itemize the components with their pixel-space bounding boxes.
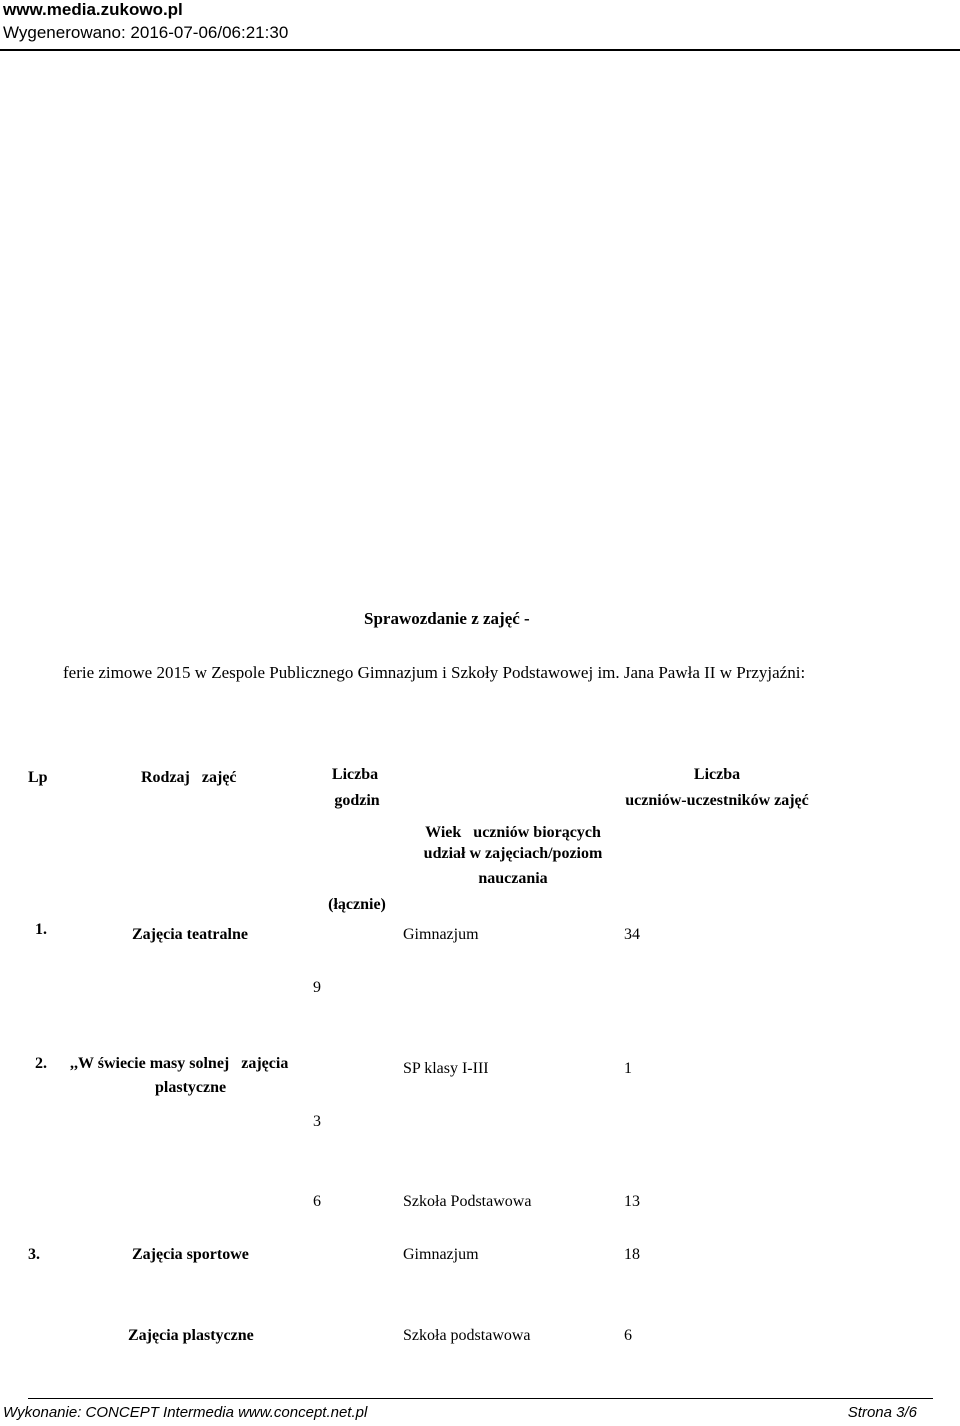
- footer-credit: Wykonanie: CONCEPT Intermedia www.concept.net.pl: [3, 1404, 368, 1421]
- row2b-uczniow: 13: [624, 1193, 640, 1210]
- document-title: Sprawozdanie z zajęć -: [364, 609, 530, 628]
- row2-uczniow: 1: [624, 1060, 632, 1077]
- header-liczba-uczniow-2: uczniów-uczestników zajęć: [625, 792, 809, 809]
- row2-lp: 2.: [35, 1055, 47, 1072]
- row1-poziom: Gimnazjum: [403, 926, 479, 943]
- row2-rodzaj-line1: ,,W świecie masy solnej zajęcia: [70, 1055, 289, 1072]
- header-wiek-3: nauczania: [478, 870, 548, 887]
- footer-divider: [28, 1398, 933, 1399]
- header-rodzaj: Rodzaj zajęć: [141, 769, 237, 786]
- header-lp: Lp: [28, 769, 48, 786]
- header-liczba-uczniow-1: Liczba: [693, 766, 741, 783]
- row2-poziom: SP klasy I-III: [403, 1060, 489, 1077]
- row1-uczniow: 34: [624, 926, 640, 943]
- row1-rodzaj: Zajęcia teatralne: [132, 926, 248, 943]
- row3b-rodzaj: Zajęcia plastyczne: [128, 1327, 254, 1344]
- row3b-poziom: Szkoła podstawowa: [403, 1327, 531, 1344]
- row1-godzin: 9: [313, 979, 321, 996]
- row2-godzin: 3: [313, 1113, 321, 1130]
- generated-timestamp: Wygenerowano: 2016-07-06/06:21:30: [3, 23, 289, 42]
- row3-uczniow: 18: [624, 1246, 640, 1263]
- row3-lp: 3.: [28, 1246, 40, 1263]
- row2b-godzin: 6: [313, 1193, 321, 1210]
- row2-rodzaj-line2: plastyczne: [155, 1079, 227, 1096]
- row2b-poziom: Szkoła Podstawowa: [403, 1193, 532, 1210]
- row3-poziom: Gimnazjum: [403, 1246, 479, 1263]
- row3b-uczniow: 6: [624, 1327, 632, 1344]
- document-subtitle: ferie zimowe 2015 w Zespole Publicznego Gimnazjum i Szkoły Podstawowej im. Jana Pawła II w Przyjaźni:: [63, 663, 806, 682]
- site-url: www.media.zukowo.pl: [3, 0, 183, 19]
- row1-lp: 1.: [35, 921, 47, 938]
- header-wiek-2: udział w zajęciach/poziom: [423, 845, 603, 862]
- header-liczba-godzin-2: godzin: [334, 792, 380, 809]
- page-number: Strona 3/6: [847, 1404, 917, 1421]
- row3-rodzaj: Zajęcia sportowe: [132, 1246, 249, 1263]
- header-liczba-godzin-3: (łącznie): [328, 896, 386, 913]
- header-divider: [0, 49, 960, 51]
- header-wiek-1: Wiek uczniów biorących: [425, 824, 601, 841]
- header-liczba-godzin-1: Liczba: [331, 766, 379, 783]
